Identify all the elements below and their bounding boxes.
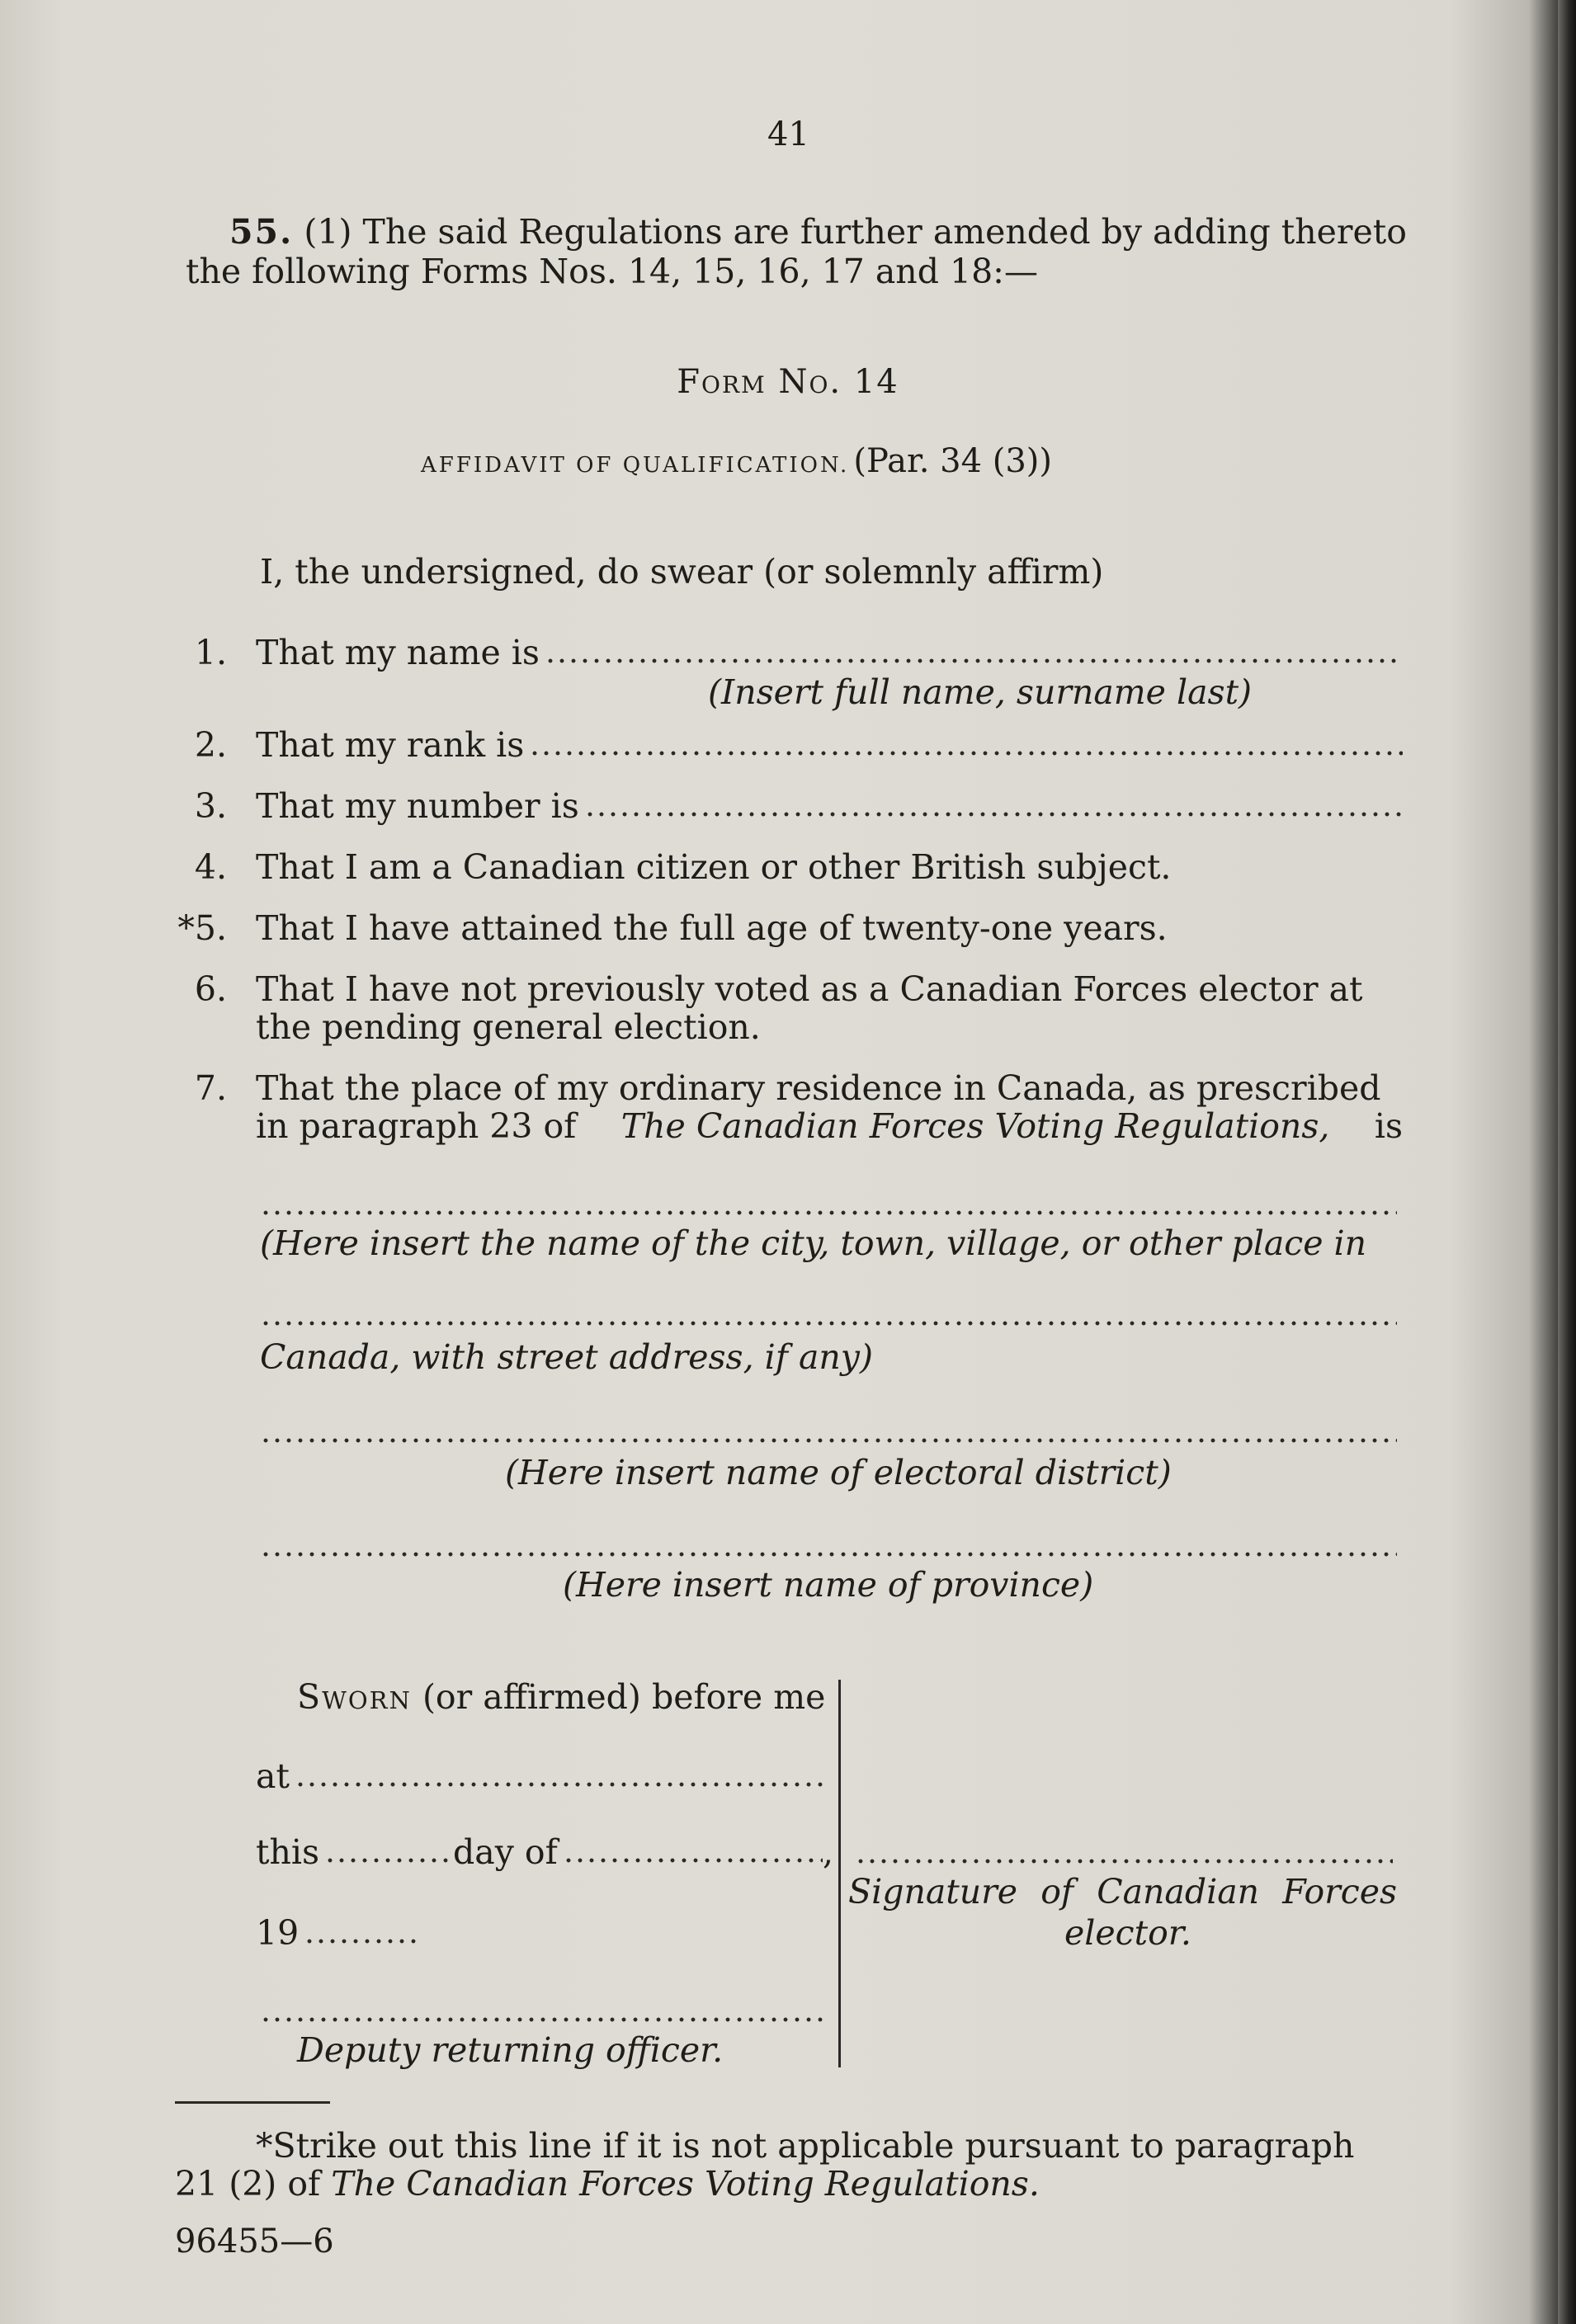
regulations-title: The Canadian Forces Voting Regulations, xyxy=(620,1106,1330,1146)
comma-glyph: , xyxy=(822,1832,833,1872)
section-55-line1 xyxy=(229,213,1409,251)
item-number: 4. xyxy=(194,847,227,887)
rank-fill-line[interactable] xyxy=(529,750,1403,757)
item-number: 3. xyxy=(194,786,227,826)
place-hint: (Here insert the name of the city, town, village, or other place in xyxy=(260,1223,1367,1263)
page-number: 41 xyxy=(767,115,809,153)
name-hint: (Insert full name, surname last) xyxy=(708,672,1253,712)
officer-label: Deputy returning officer. xyxy=(297,2030,724,2070)
section-text: (1) The said Regulations are further amended by adding thereto xyxy=(304,212,1407,252)
item-rank-line xyxy=(256,726,1403,764)
at-fill-line[interactable] xyxy=(295,1781,825,1788)
month-fill-line[interactable] xyxy=(563,1857,823,1864)
province-fill-line[interactable] xyxy=(260,1551,1397,1558)
footnote-line1: *Strike out this line if it is not applicable pursuant to paragraph xyxy=(256,2126,1355,2166)
footnote-rule xyxy=(175,2101,330,2104)
footnote-plain: 21 (2) of xyxy=(175,2164,321,2204)
oath-intro: I, the undersigned, do swear (or solemnly affirm) xyxy=(260,552,1104,592)
item-text: That my rank is xyxy=(256,725,525,765)
sworn-word: Sworn xyxy=(297,1677,412,1717)
sworn-rest: (or affirmed) before me xyxy=(422,1677,826,1717)
item-number-line xyxy=(256,787,1403,825)
item-number: 2. xyxy=(194,725,227,765)
name-fill-line[interactable] xyxy=(545,658,1403,664)
district-hint: (Here insert name of electoral district) xyxy=(505,1453,1172,1492)
residence-end-text: is xyxy=(1374,1106,1403,1146)
item-residence-line1: That the place of my ordinary residence in Canada, as prescribed xyxy=(256,1068,1381,1108)
item-number: *5. xyxy=(177,908,227,948)
sworn-line xyxy=(297,1678,825,1716)
item-age: That I have attained the full age of twenty-one years. xyxy=(256,908,1168,948)
item-number: 6. xyxy=(194,969,227,1009)
province-hint: (Here insert name of province) xyxy=(563,1565,1094,1605)
item-not-voted-line1: That I have not previously voted as a Canadian Forces elector at xyxy=(256,969,1363,1009)
item-residence-line2 xyxy=(256,1107,1403,1145)
street-fill-line[interactable] xyxy=(260,1320,1397,1327)
year-fill-line[interactable] xyxy=(304,1938,421,1945)
item-not-voted-line2: the pending general election. xyxy=(256,1007,761,1047)
form-title: Form No. 14 xyxy=(677,363,899,401)
service-number-fill-line[interactable] xyxy=(584,811,1403,818)
footnote-line2 xyxy=(175,2165,1040,2203)
affidavit-caption: AFFIDAVIT OF QUALIFICATION. xyxy=(421,453,850,478)
at-label: at xyxy=(256,1756,290,1796)
day-of-label: day of xyxy=(453,1832,558,1872)
street-hint: Canada, with street address, if any) xyxy=(260,1337,873,1377)
item-citizenship: That I am a Canadian citizen or other British subject. xyxy=(256,847,1172,887)
item-number: 7. xyxy=(194,1068,227,1108)
year-label: 19 xyxy=(256,1913,300,1953)
signature-label-line1: Signature of Canadian Forces xyxy=(848,1872,1397,1912)
paragraph-reference: (Par. 34 (3)) xyxy=(853,442,1053,480)
item-number: 1. xyxy=(194,633,227,672)
place-fill-line[interactable] xyxy=(260,1209,1397,1216)
this-label: this xyxy=(256,1832,320,1872)
item-text: That my number is xyxy=(256,786,579,826)
day-fill-line[interactable] xyxy=(324,1857,448,1864)
signature-label-line2: elector. xyxy=(1064,1913,1191,1953)
item-text: That my name is xyxy=(256,633,540,672)
district-fill-line[interactable] xyxy=(260,1437,1397,1444)
affidavit-heading xyxy=(421,442,1052,480)
at-line xyxy=(256,1757,825,1795)
officer-fill-line[interactable] xyxy=(260,2016,829,2023)
date-line xyxy=(256,1833,833,1871)
footnote-italic: The Canadian Forces Voting Regulations. xyxy=(331,2164,1040,2204)
signature-fill-line[interactable] xyxy=(855,1858,1393,1864)
brace-divider xyxy=(838,1680,841,2067)
residence-plain-text: in paragraph 23 of xyxy=(256,1106,577,1146)
year-line xyxy=(256,1914,421,1952)
section-number: 55. xyxy=(229,212,294,252)
print-code: 96455—6 xyxy=(175,2223,334,2260)
section-55-line2: the following Forms Nos. 14, 15, 16, 17 and 18:— xyxy=(186,252,1038,291)
book-spine-edge xyxy=(1558,0,1576,2324)
item-name-line xyxy=(256,634,1403,672)
